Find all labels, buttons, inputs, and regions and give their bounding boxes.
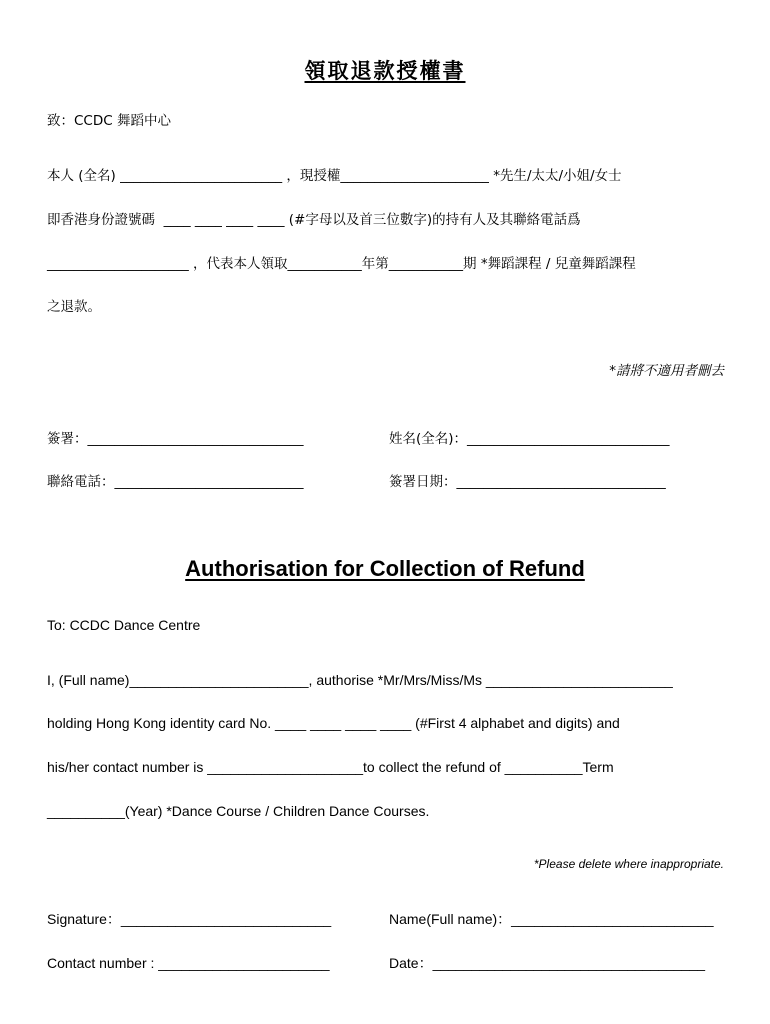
- chinese-signature-field: 簽署：________________________________: [47, 431, 304, 447]
- chinese-title: 領取退款授權書: [304, 60, 466, 83]
- english-name-field: Name(Full name)：__________________________: [389, 911, 714, 927]
- chinese-recipient: 致：CCDC 舞蹈中心: [47, 113, 171, 129]
- english-line-3: his/her contact number is ____________________to collect the refund of __________Term: [47, 759, 614, 775]
- english-note: *Please delete where inappropriate.: [533, 857, 724, 871]
- english-title: Authorisation for Collection of Refund: [185, 556, 585, 581]
- chinese-line-2: 即香港身份證號碼 ____ ____ ____ ____ (#字母以及首三位數字)的持有人及其聯絡電話爲: [47, 212, 581, 228]
- chinese-contact-field: 聯絡電話：____________________________: [47, 474, 304, 490]
- english-recipient: To: CCDC Dance Centre: [47, 617, 201, 633]
- chinese-date-field: 簽署日期：_______________________________: [389, 474, 666, 490]
- english-line-1: I, (Full name)_______________________, authorise *Mr/Mrs/Miss/Ms ________________________: [47, 672, 673, 688]
- chinese-line-3: _____________________ ，代表本人領取___________年第___________期 *舞蹈課程 / 兒童舞蹈課程: [47, 256, 636, 272]
- english-date-field: Date：___________________________________: [389, 955, 706, 971]
- english-line-4: __________(Year) *Dance Course / Children Dance Courses.: [47, 803, 430, 819]
- chinese-line-1: 本人 (全名) ________________________ ，現授權______________________ *先生/太太/小姐/女士: [47, 168, 622, 184]
- english-signature-field: Signature：___________________________: [47, 911, 332, 927]
- chinese-name-field: 姓名(全名)：______________________________: [389, 431, 670, 447]
- english-contact-field: Contact number : ______________________: [47, 955, 330, 971]
- english-line-2: holding Hong Kong identity card No. ____ ____ ____ ____ (#First 4 alphabet and digits) and: [47, 715, 620, 731]
- chinese-line-4: 之退款。: [47, 299, 101, 315]
- chinese-note: *請將不適用者刪去: [609, 363, 724, 379]
